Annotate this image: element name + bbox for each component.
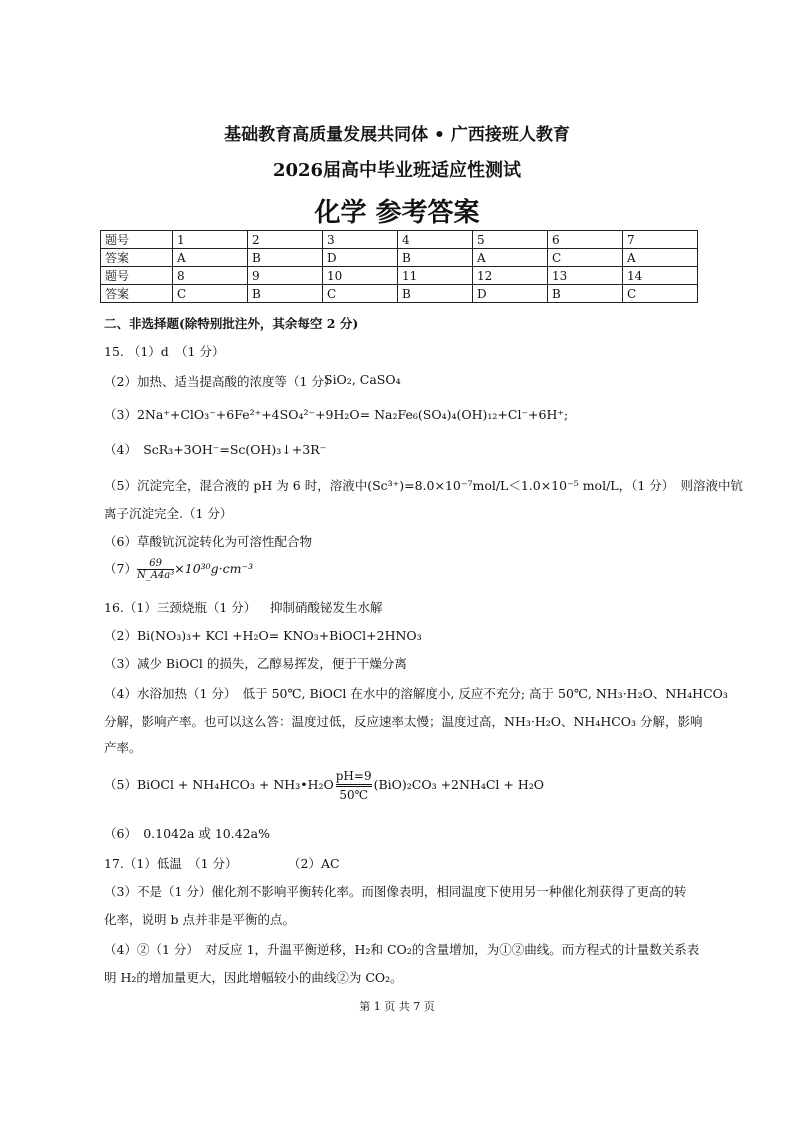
- products: (BiO)₂CO₃ +2NH₄Cl + H₂O: [373, 777, 545, 792]
- table-cell: D: [323, 249, 398, 267]
- table-row: [101, 267, 698, 285]
- table-cell: B: [248, 285, 323, 303]
- q16-4-cont: 分解，影响产率。也可以这么答：温度过低，反应速率太慢；温度过高，NH₃·H₂O、NH₄HCO₃ 分解，影响: [104, 714, 703, 729]
- q15-1: 15. （1）d （1 分）: [104, 344, 225, 359]
- condition-temp: 50℃: [339, 788, 369, 802]
- table-row: [101, 249, 698, 267]
- q17-3-cont: 化率，说明 b 点并非是平衡的点。: [104, 912, 295, 927]
- table-cell: 5: [473, 231, 548, 249]
- q15-7-unit: ×10³⁰g·cm⁻³: [174, 561, 254, 576]
- table-cell: C: [323, 285, 398, 303]
- q15-2: （2）加热、适当提高酸的浓度等（1 分）: [104, 374, 337, 389]
- table-cell: C: [548, 249, 623, 267]
- subject-title: 化学 参考答案: [314, 198, 480, 228]
- q17-4: （4）②（1 分） 对反应 1，升温平衡逆移，H₂和 CO₂的含量增加，为①②曲线。而方程式的计量数关系表: [104, 942, 700, 957]
- exam-title: 2026届高中毕业班适应性测试: [272, 160, 522, 181]
- table-cell: 8: [173, 267, 248, 285]
- answer-table: [100, 230, 698, 303]
- condition-ph: pH=9: [336, 768, 372, 787]
- table-cell: A: [623, 249, 698, 267]
- q16-5: [104, 768, 544, 803]
- q15-5-cont: 离子沉淀完全.（1 分）: [104, 506, 233, 521]
- table-cell: B: [248, 249, 323, 267]
- q15-6: （6）草酸钪沉淀转化为可溶性配合物: [104, 534, 312, 549]
- row-label: 题号: [101, 267, 173, 285]
- table-cell: C: [623, 285, 698, 303]
- table-cell: 7: [623, 231, 698, 249]
- reactants: （5）BiOCl + NH₄HCO₃ + NH₃•H₂O: [104, 777, 334, 792]
- q16-6: （6） 0.1042a 或 10.42a%: [104, 826, 270, 841]
- row-label: 题号: [101, 231, 173, 249]
- q16-4-cont2: 产率。: [104, 740, 142, 755]
- numerator: 69: [137, 558, 174, 570]
- q17-1: 17.（1）低温 （1 分）: [104, 856, 238, 871]
- table-cell: 6: [548, 231, 623, 249]
- denominator: N_A4a³: [136, 570, 175, 581]
- q16-1-answer: 抑制硝酸铋发生水解: [270, 600, 383, 615]
- table-cell: 13: [548, 267, 623, 285]
- table-cell: D: [473, 285, 548, 303]
- organization-title: 基础教育高质量发展共同体 • 广西接班人教育: [224, 125, 570, 145]
- q16-2: （2）Bi(NO₃)₃+ KCl +H₂O= KNO₃+BiOCl+2HNO₃: [104, 628, 422, 643]
- table-cell: A: [473, 249, 548, 267]
- q15-7: [104, 558, 253, 581]
- table-cell: 12: [473, 267, 548, 285]
- table-row: [101, 285, 698, 303]
- q17-2: （2）AC: [288, 856, 340, 871]
- table-cell: 10: [323, 267, 398, 285]
- q17-3: （3）不是（1 分）催化剂不影响平衡转化率。而图像表明，相同温度下使用另一种催化剂获得了更高的转: [104, 884, 687, 899]
- table-cell: 4: [398, 231, 473, 249]
- fraction: [137, 558, 174, 581]
- row-label: 答案: [101, 249, 173, 267]
- reaction-condition: [336, 768, 372, 803]
- table-cell: 11: [398, 267, 473, 285]
- q16-3: （3）减少 BiOCl 的损失，乙醇易挥发，便于干燥分离: [104, 656, 407, 671]
- q17-4-cont: 明 H₂的增加量更大，因此增幅较小的曲线②为 CO₂。: [104, 970, 403, 985]
- q15-3: （3）2Na⁺+ClO₃⁻+6Fe²⁺+4SO₄²⁻+9H₂O= Na₂Fe₆(SO₄)₄(OH)₁₂+Cl⁻+6H⁺;: [104, 407, 569, 422]
- table-cell: 1: [173, 231, 248, 249]
- page-number: 第 1 页 共 7 页: [359, 1000, 435, 1013]
- table-cell: 9: [248, 267, 323, 285]
- q16-4: （4）水浴加热（1 分） 低于 50℃, BiOCl 在水中的溶解度小, 反应不充分; 高于 50℃, NH₃·H₂O、NH₄HCO₃: [104, 686, 728, 701]
- table-cell: A: [173, 249, 248, 267]
- q16-1: 16.（1）三颈烧瓶（1 分）: [104, 600, 257, 615]
- table-cell: 14: [623, 267, 698, 285]
- q15-4: （4） ScR₃+3OH⁻=Sc(OH)₃↓+3R⁻: [104, 442, 327, 457]
- table-cell: C: [173, 285, 248, 303]
- table-cell: 2: [248, 231, 323, 249]
- table-cell: B: [398, 249, 473, 267]
- table-row: [101, 231, 698, 249]
- q15-5: （5）沉淀完全，混合液的 pH 为 6 时，溶液中(Sc³⁺)=8.0×10⁻⁷mol/L＜1.0×10⁻⁵ mol/L，（1 分） 则溶液中钪: [104, 478, 744, 493]
- section-heading: 二、非选择题(除特别批注外，其余每空 2 分): [104, 316, 359, 331]
- row-label: 答案: [101, 285, 173, 303]
- q15-2-answer: SiO₂, CaSO₄: [324, 372, 401, 387]
- table-cell: B: [548, 285, 623, 303]
- table-cell: 3: [323, 231, 398, 249]
- q15-7-label: （7）: [104, 561, 137, 576]
- table-cell: B: [398, 285, 473, 303]
